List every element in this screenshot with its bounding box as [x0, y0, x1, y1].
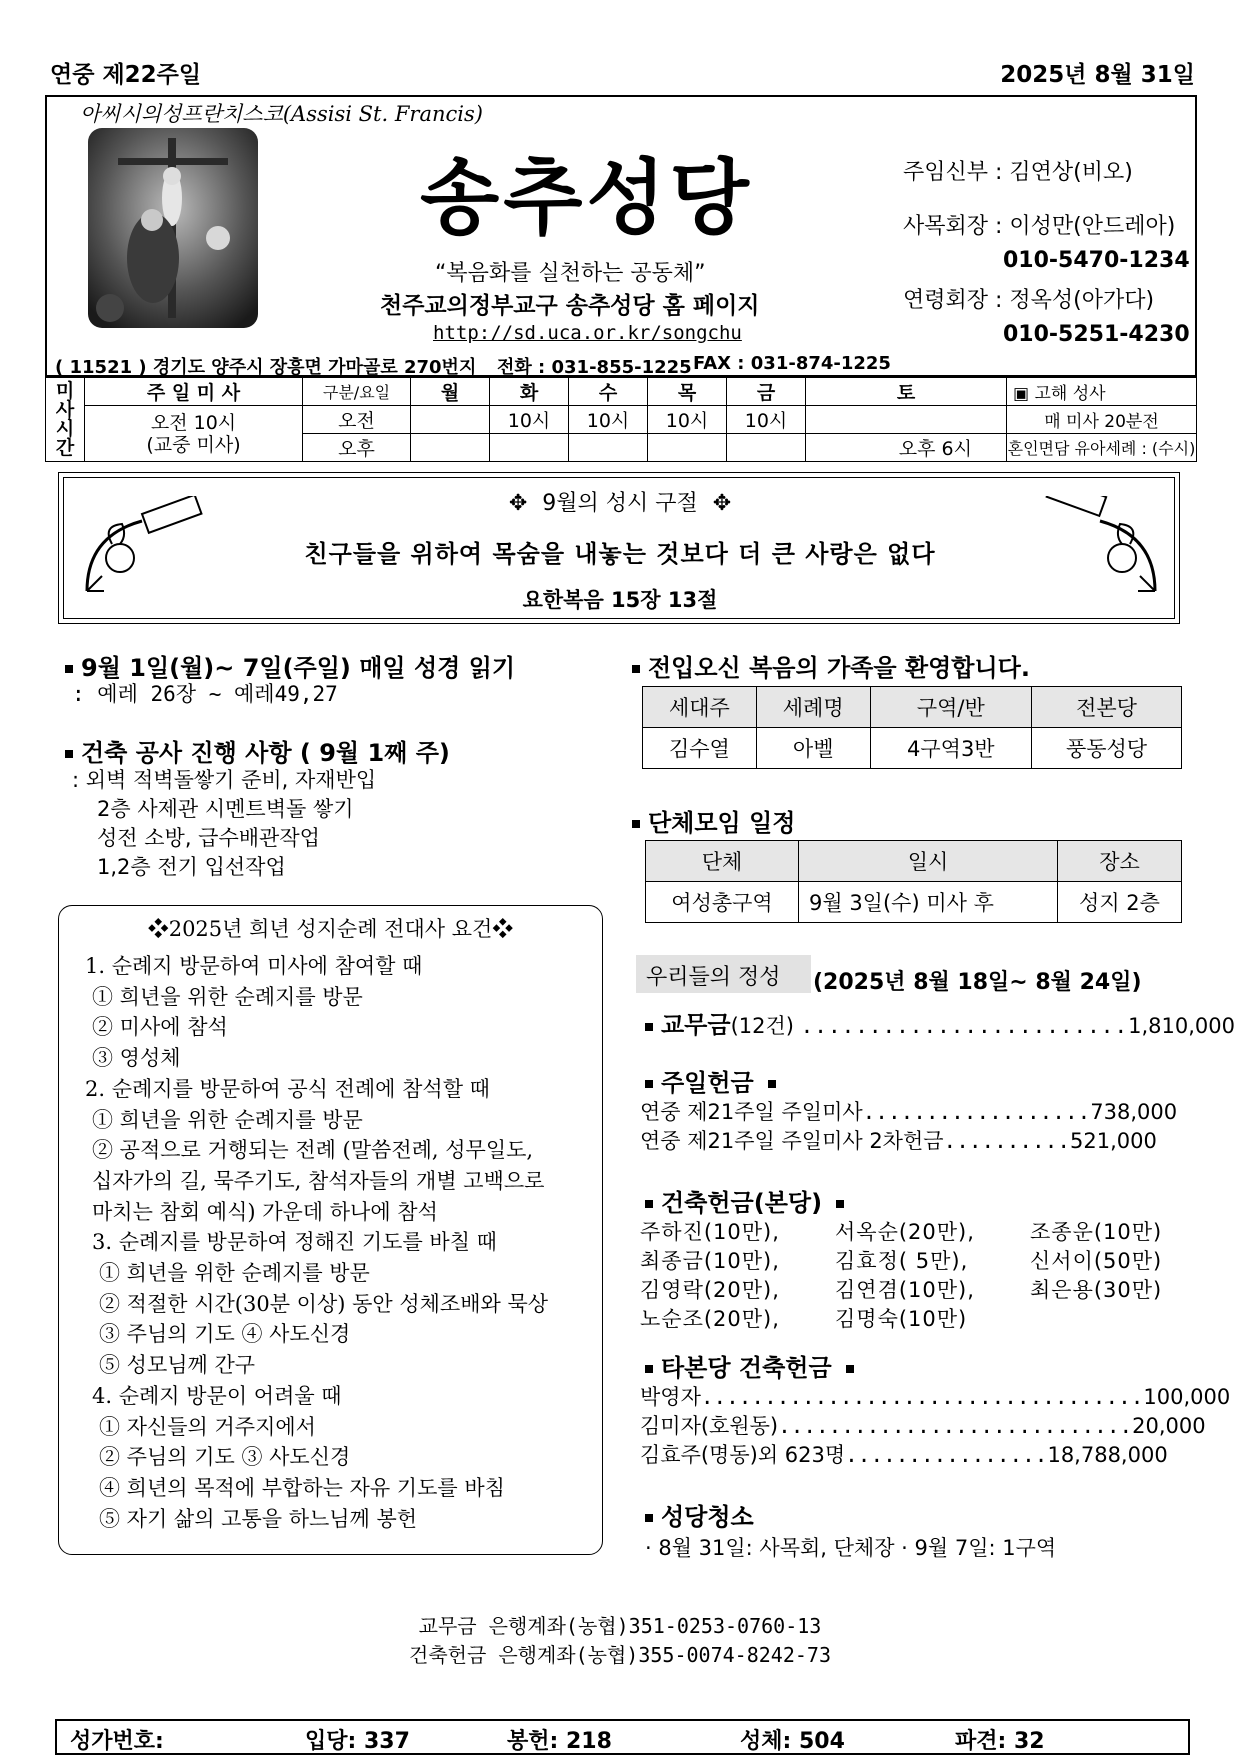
sunday-mass-time: 오전 10시 (교중 미사) [85, 406, 303, 462]
day-mon: 월 [411, 378, 490, 406]
address-label: ( 11521 ) 경기도 양주시 장흥면 가마골로 270번지 [55, 357, 477, 378]
table-row [646, 882, 1182, 923]
indulgence-line: ② 미사에 참석 [92, 1015, 228, 1040]
indulgence-line: ⑤ 자기 삶의 고통을 하느님께 봉헌 [99, 1506, 418, 1531]
indulgence-line: ① 희년을 위한 순례지를 방문 [99, 1261, 370, 1285]
verse-title: ✥ 9월의 성시 구절 ✥ [508, 491, 732, 516]
building-fund-entry: 김효정( 5만), [835, 1249, 969, 1273]
other-fund-line: 김효주(명동)외 623명................18,788,000 [640, 1443, 1168, 1467]
building-fund-entry: 주하진(10만), [640, 1220, 780, 1244]
am-sat [806, 406, 1007, 434]
table-header: 전본당 [1032, 687, 1182, 728]
diocese-label: 천주교의정부교구 송추성당 홈 페이지 [380, 293, 760, 319]
construction-line: 2층 사제관 시멘트벽돌 쌓기 [97, 797, 354, 821]
table-cell: 아벨 [756, 728, 870, 769]
indulgence-line: 1. 순례지 방문하여 미사에 참여할 때 [85, 954, 423, 978]
sunday-offering-line: 연중 제21주일 주일미사 2차헌금..........521,000 [640, 1129, 1157, 1153]
building-fund-entry: 조종운(10만) [1030, 1220, 1163, 1244]
indulgence-line: 4. 순례지 방문이 어려울 때 [92, 1383, 342, 1408]
mass-side-label: 미 사 시 간 [46, 378, 85, 462]
table-cell: 4구역3반 [870, 728, 1031, 769]
construction-line: 성전 소방, 급수배관작업 [97, 826, 320, 850]
construction-line: 1,2층 전기 입선작업 [97, 855, 286, 879]
indulgence-line: ④ 희년의 목적에 부합하는 자유 기도를 바침 [99, 1475, 505, 1500]
verse-text: 친구들을 위하여 목숨을 내놓는 것보다 더 큰 사랑은 없다 [304, 540, 936, 568]
mass-schedule-table [45, 377, 1197, 462]
council-phone: 010-5470-1234 [1003, 248, 1190, 273]
elder-chair-label: 연령회장 : 정옥성(아가다) [903, 288, 1155, 313]
reading-text: : 예레 26장 ~ 예레49,27 [72, 682, 338, 706]
indulgence-line: 마치는 참회 예식) 가운데 하나에 참석 [92, 1199, 438, 1224]
day-sat: 토 [806, 378, 1007, 406]
sunday-offering-title: 주일헌금 [645, 1063, 784, 1098]
other-fund-title: 타본당 건축헌금 [645, 1348, 862, 1383]
indulgence-line: ③ 주님의 기도 ④ 사도신경 [99, 1322, 351, 1347]
pm-thu [648, 434, 727, 462]
table-cell: 성지 2층 [1058, 882, 1182, 923]
pm-sat: 오후 6시 [806, 434, 1007, 462]
newcomers-table [642, 686, 1182, 769]
day-wed: 수 [569, 378, 648, 406]
council-chair-label: 사목회장 : 이성만(안드레아) [903, 214, 1176, 239]
confession-label: ▣ 고해 성사 [1007, 378, 1197, 406]
cleaning-text: · 8월 31일: 사목회, 단체장 · 9월 7일: 1구역 [645, 1536, 1057, 1560]
date-label: 2025년 8월 31일 [1000, 62, 1195, 88]
pm-label: 오후 [303, 434, 411, 462]
am-tue: 10시 [490, 406, 569, 434]
indulgence-line: ② 적절한 시간(30분 이상) 동안 성체조배와 묵상 [99, 1291, 549, 1316]
church-name: 송추성당 [420, 151, 753, 246]
table-header: 세례명 [756, 687, 870, 728]
hymn-recessional: 파견: 32 [955, 1729, 1045, 1754]
table-cell: 풍동성당 [1032, 728, 1182, 769]
offering-label: 우리들의 정성 [646, 965, 781, 990]
table-header: 단체 [646, 841, 799, 882]
indulgence-line: ① 희년을 위한 순례지를 방문 [92, 1107, 363, 1132]
hymn-entrance: 입당: 337 [305, 1729, 410, 1754]
day-fri: 금 [727, 378, 806, 406]
table-header: 장소 [1058, 841, 1182, 882]
sunday-offering-line: 연중 제21주일 주일미사..................738,000 [640, 1100, 1178, 1124]
construction-line: : 외벽 적벽돌쌓기 준비, 자재반입 [72, 768, 377, 792]
pastor-label: 주임신부 : 김연상(비오) [903, 160, 1133, 185]
table-cell: 여성총구역 [646, 882, 799, 923]
tel-label: 전화 : 031-855-1225 [497, 357, 692, 378]
indulgence-line: ⑤ 성모님께 간구 [99, 1353, 256, 1378]
indulgence-line: ① 자신들의 거주지에서 [99, 1414, 316, 1439]
indulgence-line: ③ 영성체 [92, 1046, 181, 1071]
hymn-offertory: 봉헌: 218 [507, 1729, 612, 1754]
patron-label: 아씨시의성프란치스코(Assisi St. Francis) [80, 102, 483, 126]
hymn-label: 성가번호: [70, 1729, 164, 1754]
building-fund-entry: 김연겸(10만), [835, 1278, 975, 1302]
sunday-mass-label: 주 일 미 사 [85, 378, 303, 406]
fax-label: FAX : 031-874-1225 [693, 353, 891, 374]
indulgence-line: ① 희년을 위한 순례지를 방문 [92, 984, 363, 1009]
crucifixion-image [88, 128, 258, 328]
indulgence-line: 2. 순례지를 방문하여 공식 전례에 참석할 때 [85, 1076, 490, 1101]
confession-time: 매 미사 20분전 [1007, 406, 1197, 434]
table-row [643, 728, 1182, 769]
table-header: 구역/반 [870, 687, 1031, 728]
cleaning-title: 성당청소 [645, 1497, 754, 1532]
other-fund-line: 박영자...................................100,000 [640, 1385, 1231, 1409]
pm-fri [727, 434, 806, 462]
motto: “복음화를 실천하는 공동체” [435, 261, 706, 286]
reading-title: 9월 1일(월)~ 7일(주일) 매일 성경 읽기 [65, 648, 515, 683]
building-fund-entry: 노순조(20만), [640, 1307, 780, 1331]
verse-ref: 요한복음 15장 13절 [522, 588, 718, 612]
indulgence-title: ❖2025년 희년 성지순례 전대사 요건❖ [147, 917, 514, 941]
pm-wed [569, 434, 648, 462]
groups-table [645, 840, 1182, 923]
hymn-communion: 성체: 504 [740, 1729, 845, 1754]
am-fri: 10시 [727, 406, 806, 434]
building-fund-title: 건축헌금(본당) [645, 1183, 852, 1218]
building-fund-entry: 신서이(50만) [1030, 1249, 1163, 1273]
consult-label: 혼인면담 유아세례 : (수시) [1007, 434, 1197, 462]
week-label: 연중 제22주일 [50, 62, 202, 88]
day-thu: 목 [648, 378, 727, 406]
building-fund-entry: 김명숙(10만) [835, 1307, 968, 1331]
indulgence-line: 십자가의 길, 묵주기도, 참석자들의 개별 고백으로 [92, 1168, 545, 1193]
table-cell: 9월 3일(수) 미사 후 [799, 882, 1058, 923]
diamond-icon: ✥ [712, 491, 732, 516]
pm-mon [411, 434, 490, 462]
column-label: 구분/요일 [303, 378, 411, 406]
am-label: 오전 [303, 406, 411, 434]
table-cell: 김수열 [643, 728, 757, 769]
other-fund-line: 김미자(호원동)............................20,000 [640, 1414, 1206, 1438]
am-wed: 10시 [569, 406, 648, 434]
building-fund-entry: 최종금(10만), [640, 1249, 780, 1273]
table-header: 세대주 [643, 687, 757, 728]
indulgence-line: 3. 순례지를 방문하여 정해진 기도를 바칠 때 [92, 1230, 497, 1255]
diamond-icon: ✥ [508, 491, 528, 516]
am-thu: 10시 [648, 406, 727, 434]
indulgence-line: ② 공적으로 거행되는 전례 (말씀전례, 성무일도, [92, 1138, 534, 1163]
building-fund-entry: 서옥순(20만), [835, 1220, 975, 1244]
dues-line: 교무금(12건) ........................1,810,000 [645, 1005, 1185, 1040]
building-fund-entry: 김영락(20만), [640, 1278, 780, 1302]
day-tue: 화 [490, 378, 569, 406]
indulgence-line: ② 주님의 기도 ③ 사도신경 [99, 1445, 351, 1470]
newcomers-title: 전입오신 복음의 가족을 환영합니다. [632, 648, 1030, 683]
homepage-link[interactable]: http://sd.uca.or.kr/songchu [433, 322, 742, 344]
offering-period: (2025년 8월 18일~ 8월 24일) [813, 970, 1142, 995]
construction-title: 건축 공사 진행 사항 ( 9월 1째 주) [65, 733, 450, 768]
groups-title: 단체모임 일정 [632, 803, 795, 838]
elder-phone: 010-5251-4230 [1003, 322, 1190, 347]
pm-tue [490, 434, 569, 462]
building-fund-entry: 최은용(30만) [1030, 1278, 1163, 1302]
dues-account: 교무금 은행계좌(농협)351-0253-0760-13 [418, 1614, 822, 1638]
building-account: 건축헌금 은행계좌(농협)355-0074-8242-73 [409, 1643, 831, 1667]
am-mon [411, 406, 490, 434]
table-header: 일시 [799, 841, 1058, 882]
